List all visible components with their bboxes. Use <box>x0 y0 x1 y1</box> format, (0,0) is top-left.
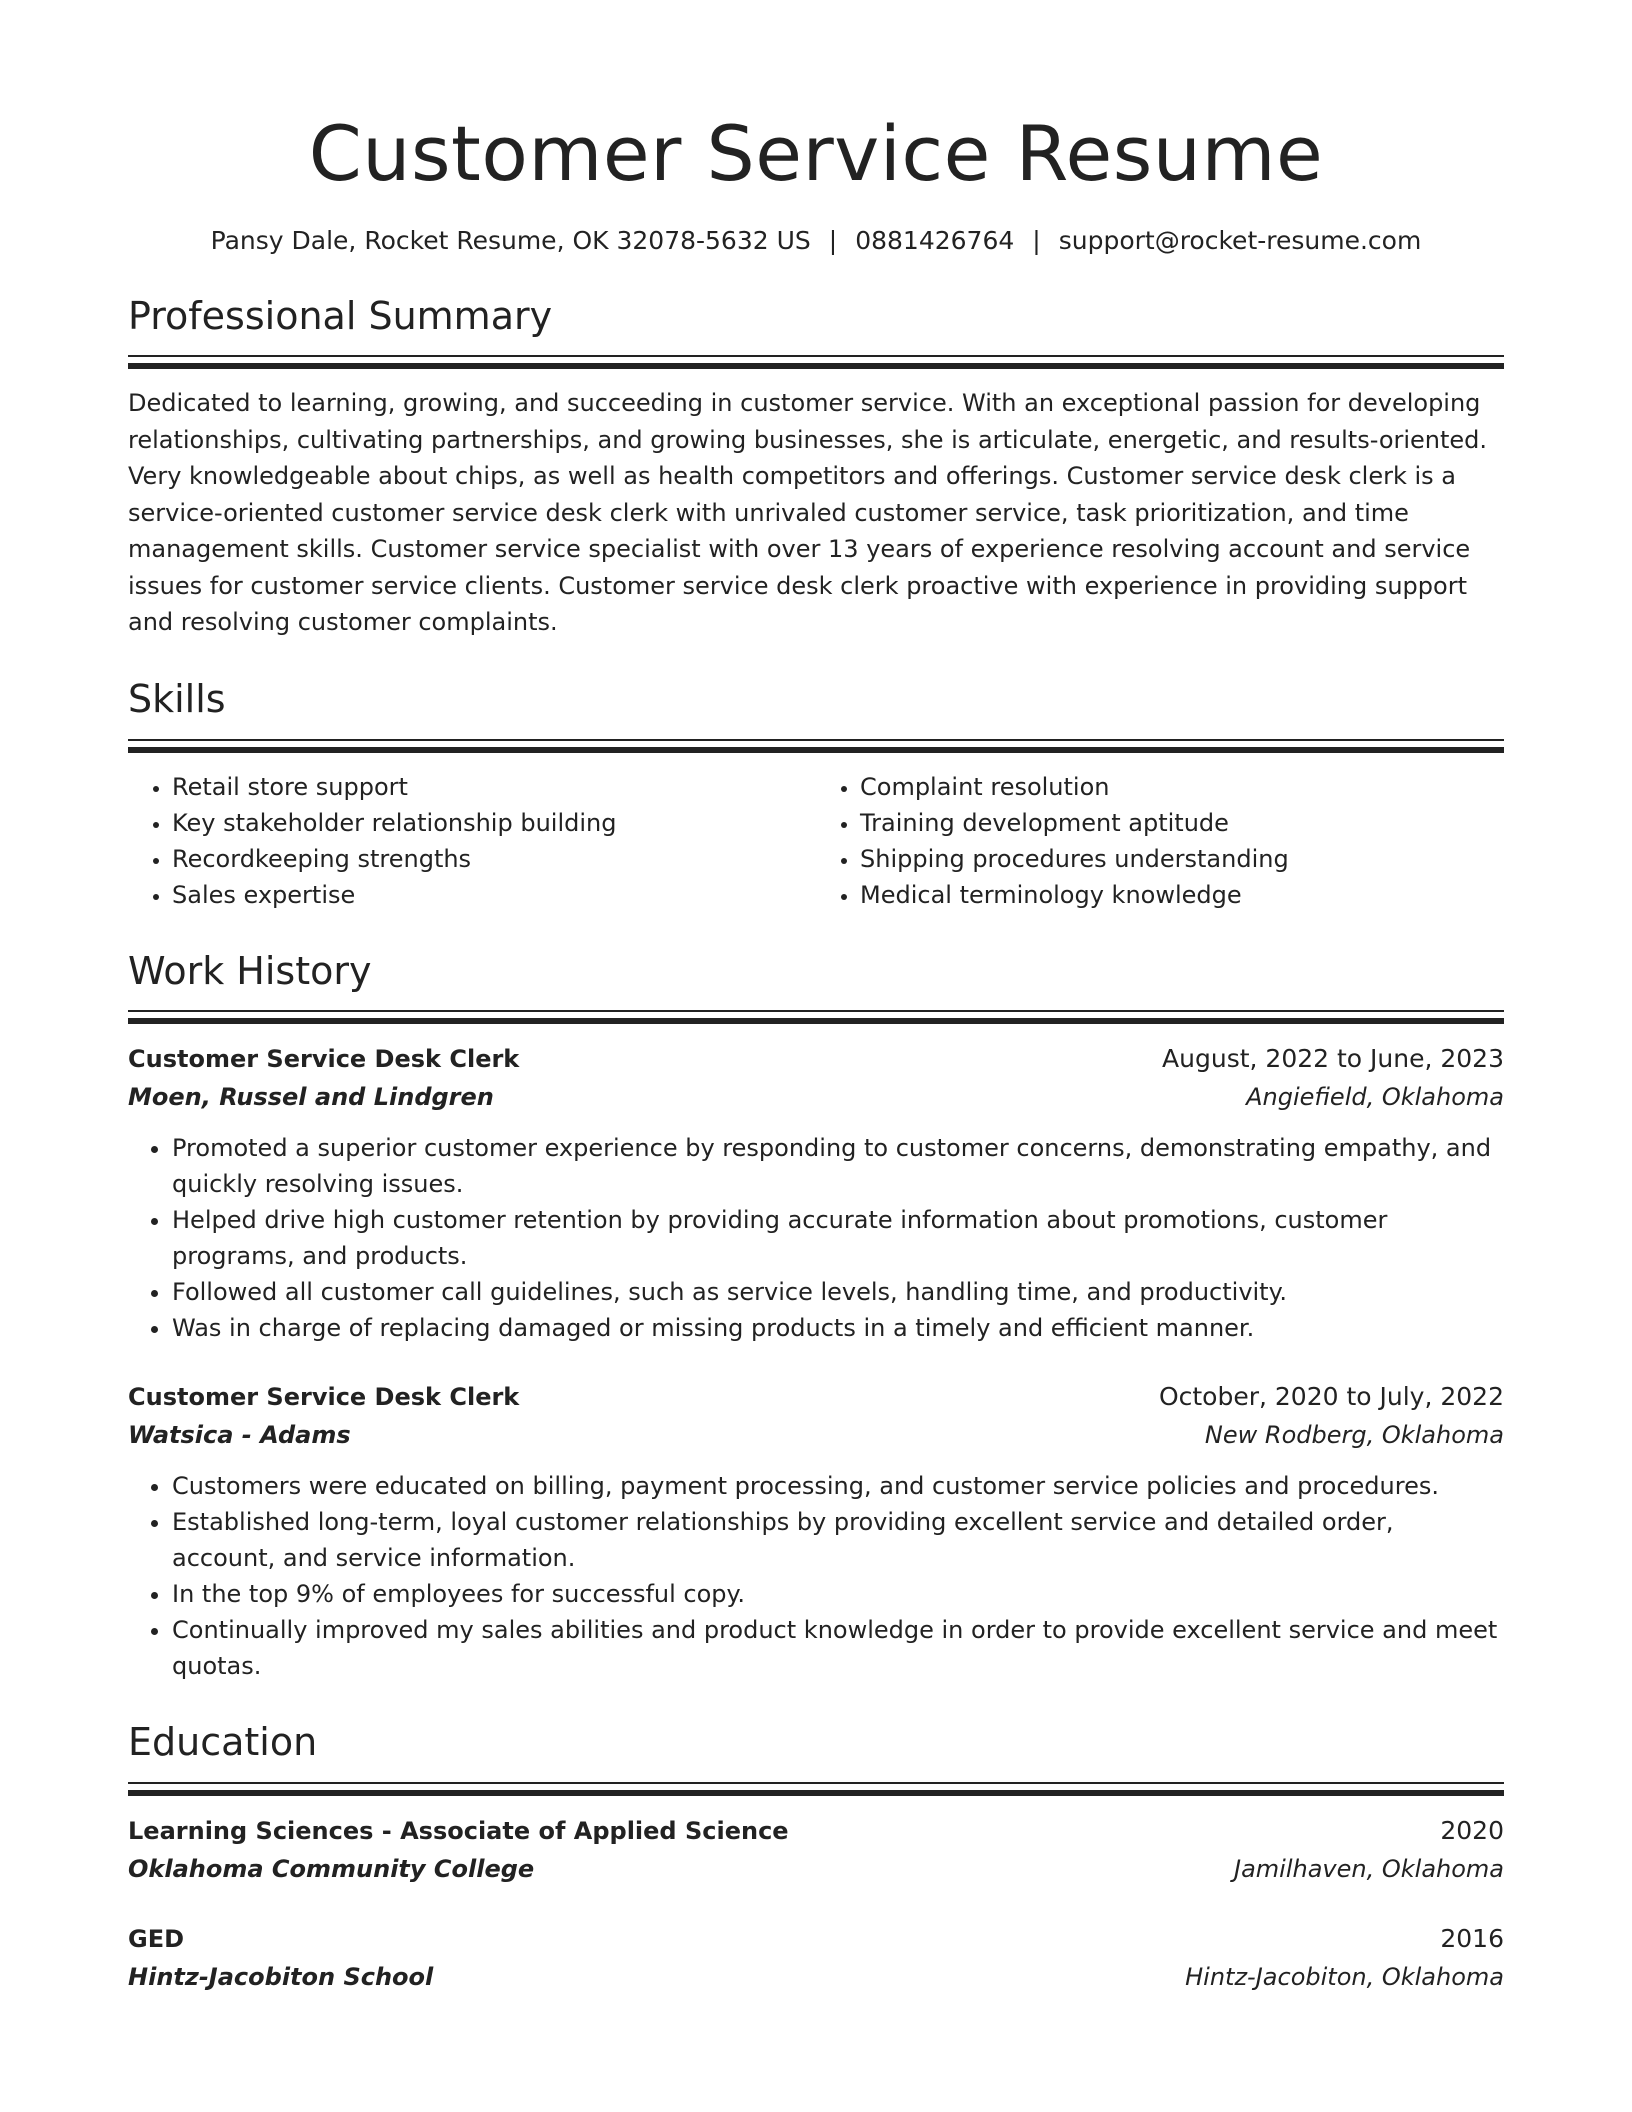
skills-section <box>128 677 1504 913</box>
education-entry <box>128 1812 1504 1888</box>
job-entry <box>128 1040 1504 1346</box>
skill-item: • Complaint resolution <box>860 769 1504 805</box>
section-divider <box>128 739 1504 753</box>
education-year: 2016 <box>1440 1923 1504 1953</box>
job-location: Angiefield, Oklahoma <box>1246 1083 1504 1112</box>
contact-address: Pansy Dale, Rocket Resume, OK 32078-5632 US <box>210 226 811 256</box>
section-divider <box>128 355 1504 369</box>
job-dates: October, 2020 to July, 2022 <box>1158 1382 1504 1412</box>
education-location: Jamilhaven, Oklahoma <box>1234 1854 1504 1883</box>
skills-right-list <box>816 769 1504 913</box>
skills-left-list <box>128 769 816 913</box>
job-dates: August, 2022 to June, 2023 <box>1162 1044 1504 1074</box>
contact-email: support@rocket-resume.com <box>1058 226 1422 256</box>
skill-item: • Sales expertise <box>172 877 816 913</box>
skills-columns <box>128 769 1504 913</box>
job-bullets <box>128 1468 1504 1684</box>
education-location: Hintz-Jacobiton, Oklahoma <box>1185 1962 1504 1991</box>
resume-title: Customer Service Resume <box>308 109 1324 198</box>
work-heading: Work History <box>128 948 372 993</box>
job-bullet: • Customers were educated on billing, payment processing, and customer service policies and procedures. <box>172 1468 1504 1504</box>
job-company: Moen, Russel and Lindgren <box>128 1083 494 1112</box>
contact-line <box>128 225 1504 258</box>
job-bullet: • Helped drive high customer retention by providing accurate information about promotions, customer programs, and products. <box>172 1202 1504 1274</box>
summary-text: Dedicated to learning, growing, and succeeding in customer service. With an exceptional passion for developing relationships, cultivating partnerships, and growing businesses, she is articulate, energetic, and results-oriented. Very knowledgeable about chips, as well as health competitors and offerings. Customer service desk clerk is a service-oriented customer service desk clerk with unrivaled customer service, task prioritization, and time management skills. Customer service specialist with over 13 years of experience resolving account and service issues for customer service clients. Customer service desk clerk proactive with experience in providing support and resolving customer complaints. <box>128 389 1488 637</box>
education-heading: Education <box>128 1720 318 1765</box>
job-bullet: • Promoted a superior customer experience by responding to customer concerns, demonstrating empathy, and quickly resolving issues. <box>172 1130 1504 1202</box>
skill-item: • Retail store support <box>172 769 816 805</box>
section-divider <box>128 1010 1504 1024</box>
contact-phone: 0881426764 <box>855 226 1015 256</box>
job-title: Customer Service Desk Clerk <box>128 1383 520 1412</box>
job-bullet: • Continually improved my sales abilities and product knowledge in order to provide excellent service and meet quotas. <box>172 1612 1504 1684</box>
skill-item: • Medical terminology knowledge <box>860 877 1504 913</box>
job-bullet: • In the top 9% of employees for successful copy. <box>172 1576 1504 1612</box>
education-school: Hintz-Jacobiton School <box>128 1962 434 1991</box>
education-entry <box>128 1920 1504 1996</box>
education-year: 2020 <box>1440 1815 1504 1845</box>
job-bullet: • Was in charge of replacing damaged or missing products in a timely and efficient manner. <box>172 1310 1504 1346</box>
contact-separator: | <box>828 226 838 256</box>
skills-heading: Skills <box>128 676 226 721</box>
job-title: Customer Service Desk Clerk <box>128 1045 520 1074</box>
job-bullet: • Followed all customer call guidelines, such as service levels, handling time, and productivity. <box>172 1274 1504 1310</box>
section-divider <box>128 1782 1504 1796</box>
job-company: Watsica - Adams <box>128 1421 351 1450</box>
education-degree: Learning Sciences - Associate of Applied Science <box>128 1816 789 1845</box>
contact-separator: | <box>1032 226 1041 256</box>
job-location: New Rodberg, Oklahoma <box>1204 1421 1504 1450</box>
job-entry <box>128 1378 1504 1684</box>
summary-section <box>128 294 1504 641</box>
job-bullet: • Established long-term, loyal customer relationships by providing excellent service and detailed order, account, and service information. <box>172 1504 1504 1576</box>
skill-item: • Training development aptitude <box>860 805 1504 841</box>
skill-item: • Recordkeeping strengths <box>172 841 816 877</box>
skill-item: • Shipping procedures understanding <box>860 841 1504 877</box>
skill-item: • Key stakeholder relationship building <box>172 805 816 841</box>
summary-heading: Professional Summary <box>128 293 553 338</box>
education-section <box>128 1720 1504 1996</box>
work-section <box>128 949 1504 1685</box>
education-school: Oklahoma Community College <box>128 1854 535 1883</box>
job-bullets <box>128 1130 1504 1346</box>
education-degree: GED <box>128 1924 185 1953</box>
